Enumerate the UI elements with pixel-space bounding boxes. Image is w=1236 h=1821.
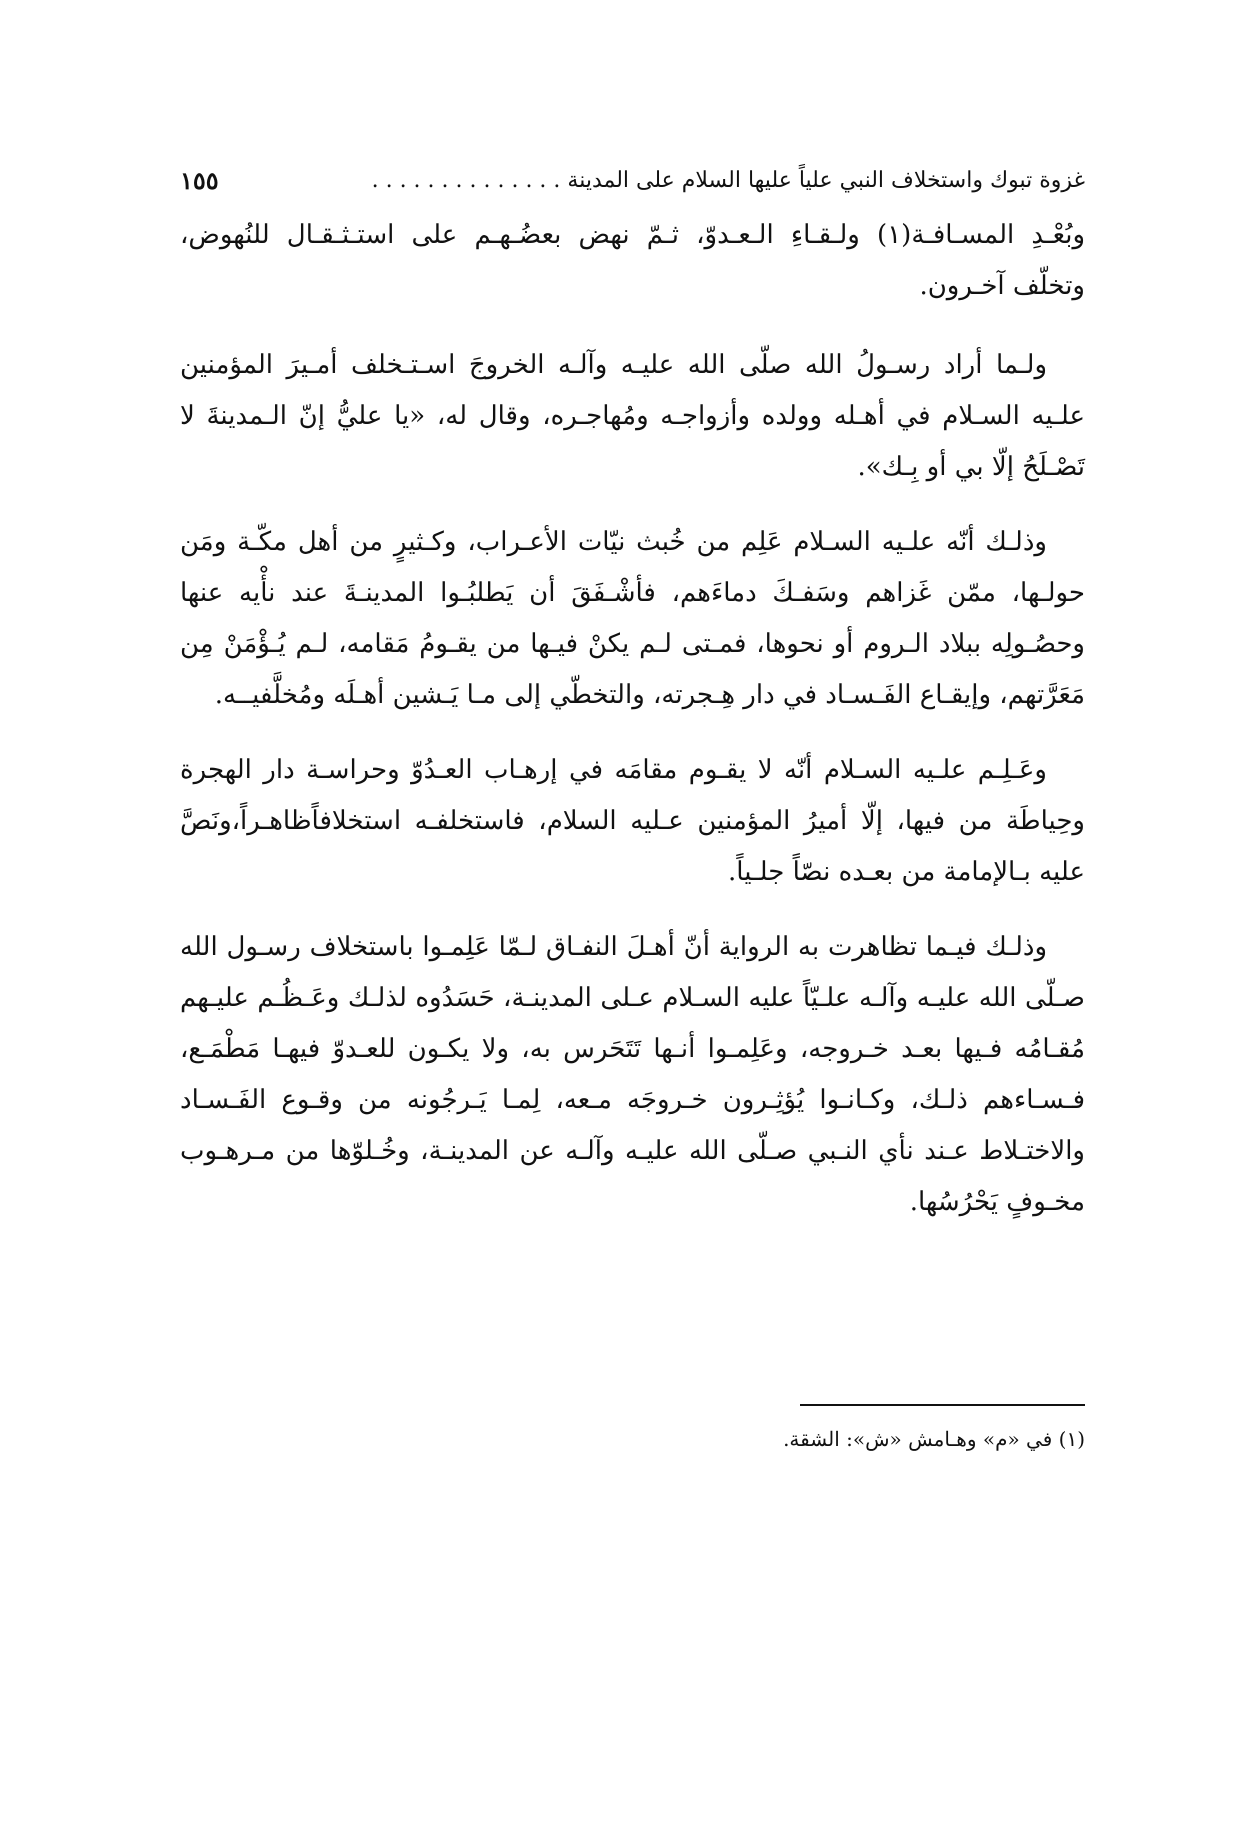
page-number: ١٥٥	[180, 165, 219, 195]
paragraph: ولـما أراد رسـولُ الله صلّى الله عليـه وآلـه الخروجَ اسـتـخلف أمـيرَ المؤمنين علـيه السـلام في أهـله وولده وأزواجـه ومُهاجـره، وقال له، «يا عليُّ إنّ الـمدينةَ لا تَصْـلَحُ إلّا بي أو بِـك».	[180, 350, 1085, 482]
running-title: غزوة تبوك واستخلاف النبي علياً عليها السلام على المدينة . . . . . . . . . . . . . .	[371, 167, 1085, 193]
paragraph-continuation	[180, 210, 1085, 312]
paragraph: وعَـلِـم علـيه السـلام أنّه لا يقـوم مقامَه في إرهـاب العـدُوّ وحراسـة دار الهجرة وحِياطَة من فيها، إلّا أميرُ المؤمنين عـليه السلام، فاستخلفـه استخلافاًظاهـراً،ونَصَّ عليه بـالإمامة من بعـده نصّاً جلـياً.	[180, 755, 1085, 887]
paragraph: وذلـك أنّه علـيه السـلام عَلِم من خُبث نيّات الأعـراب، وكـثيرٍ من أهل مكّـة ومَن حولـها، ممّن غَزاهم وسَفـكَ دماءَهم، فأشْـفَقَ أن يَطلبُـوا المدينـةَ عند نأْيه عنها وحصُـولِه ببلاد الـروم أو نحوها، فمـتى لـم يكنْ فيـها من يقـومُ مَقامه، لـم يُـؤْمَنْ مِن مَعَرَّتهم، وإيقـاع الفَـسـاد في دار هِـجرته، والتخطّي إلى مـا يَـشين أهـلَه ومُخلَّفيــه.	[180, 527, 1085, 710]
paragraph: وذلـك فيـما تظاهرت به الرواية أنّ أهـلَ النفـاق لـمّا عَلِمـوا باستخلاف رسـول الله صـلّى الله عليـه وآلـه علـيّاً عليه السـلام عـلى المدينـة، حَسَدُوه لذلـك وعَـظُـم عليـهم مُقـامُه فـيها بعـد خـروجه، وعَلِمـوا أنـها تَتَحَرس به، ولا يكـون للعـدوّ فيهـا مَطْمَـع، فـسـاءهم ذلـك، وكـانـوا يُؤثِـرون خـروجَه مـعه، لِمـا يَـرجُونه من وقـوع الفَـسـاد والاختـلاط عـند نأي النـبي صـلّى الله عليـه وآلـه عن المدينـة، وخُـلوّها من مـرهـوب مخـوفٍ يَحْرُسُها.	[180, 932, 1085, 1217]
main-text	[180, 210, 1085, 1228]
footnote-separator	[800, 1404, 1085, 1406]
footnote: (١) في «م» وهـامش «ش»: الشقة.	[783, 1427, 1085, 1451]
paragraph-text: وبُعْـدِ المسـافـة(١) ولـقـاءِ الـعـدوّ، ثـمّ نهض بعضُـهـم على استـثـقـال للنُهوض، وتخلّف آخـرون.	[180, 220, 1086, 301]
running-header	[180, 160, 1085, 200]
